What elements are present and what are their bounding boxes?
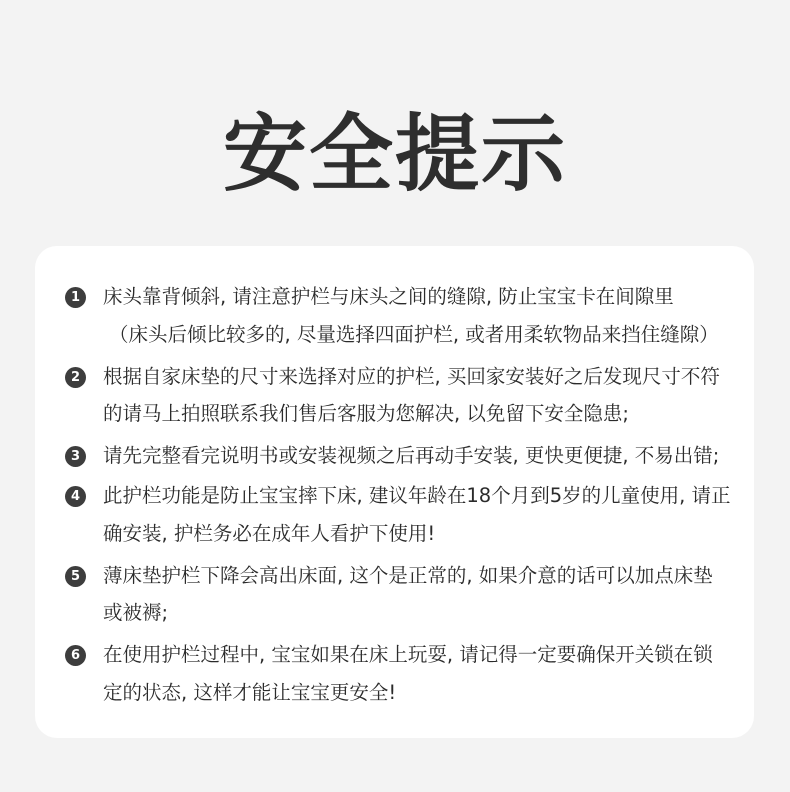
tip-text-line: （床头后倾比较多的, 尽量选择四面护栏, 或者用柔软物品来挡住缝隙）	[109, 323, 719, 346]
tip-number-badge: 3	[65, 446, 86, 467]
tip-number-badge: 6	[65, 645, 86, 666]
tip-text-line: 定的状态, 这样才能让宝宝更安全!	[103, 681, 397, 704]
tip-text-line: 在使用护栏过程中, 宝宝如果在床上玩耍, 请记得一定要确保开关锁在锁	[103, 643, 713, 666]
page-title: 安全提示	[222, 105, 567, 203]
tip-number-badge: 2	[65, 367, 86, 388]
tip-text-line: 床头靠背倾斜, 请注意护栏与床头之间的缝隙, 防止宝宝卡在间隙里	[103, 285, 674, 308]
safety-tips-card	[35, 246, 754, 738]
tip-text-line: 请先完整看完说明书或安装视频之后再动手安装, 更快更便捷, 不易出错;	[103, 444, 720, 467]
tip-text-line: 确安装, 护栏务必在成年人看护下使用!	[103, 522, 436, 545]
tip-text-line: 薄床垫护栏下降会高出床面, 这个是正常的, 如果介意的话可以加点床垫	[103, 564, 713, 587]
tip-text-line: 的请马上拍照联系我们售后客服为您解决, 以免留下安全隐患;	[103, 402, 629, 425]
tip-number-badge: 1	[65, 287, 86, 308]
tip-number-badge: 5	[65, 566, 86, 587]
tip-text-line: 或被褥;	[103, 601, 169, 624]
tip-text-line: 根据自家床垫的尺寸来选择对应的护栏, 买回家安装好之后发现尺寸不符	[103, 365, 720, 388]
tip-text-line: 此护栏功能是防止宝宝摔下床, 建议年龄在18个月到5岁的儿童使用, 请正	[103, 484, 731, 507]
tip-number-badge: 4	[65, 486, 86, 507]
